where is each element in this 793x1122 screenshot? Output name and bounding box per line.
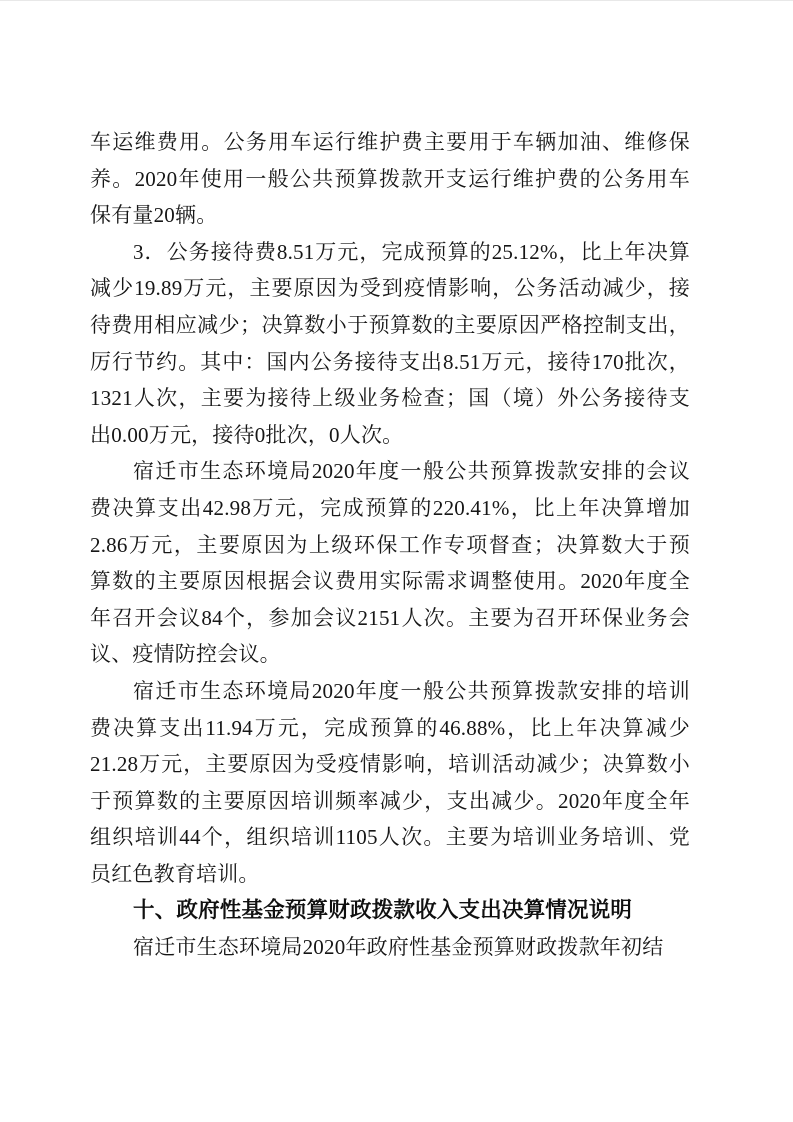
document-line: 2.86万元，主要原因为上级环保工作专项督查；决算数大于预 <box>90 532 690 557</box>
document-line: 于预算数的主要原因培训频率减少，支出减少。2020年度全年 <box>90 788 690 813</box>
document-line: 出0.00万元，接待0批次，0人次。 <box>90 422 404 447</box>
document-line: 宿迁市生态环境局2020年度一般公共预算拨款安排的会议 <box>133 459 690 484</box>
document-line: 养。2020年使用一般公共预算拨款开支运行维护费的公务用车 <box>90 166 690 191</box>
document-line: 保有量20辆。 <box>90 203 218 228</box>
document-line: 3．公务接待费8.51万元，完成预算的25.12%，比上年决算 <box>133 239 690 264</box>
document-text-block <box>90 124 690 966</box>
document-line: 宿迁市生态环境局2020年政府性基金预算财政拨款年初结 <box>133 935 664 960</box>
document-line: 1321人次，主要为接待上级业务检查；国（境）外公务接待支 <box>90 386 690 411</box>
document-line: 费决算支出11.94万元，完成预算的46.88%，比上年决算减少 <box>90 715 690 740</box>
document-line: 厉行节约。其中：国内公务接待支出8.51万元，接待170批次， <box>90 349 690 374</box>
document-line: 员红色教育培训。 <box>90 861 260 886</box>
document-line: 待费用相应减少；决算数小于预算数的主要原因严格控制支出， <box>90 312 690 337</box>
document-line: 宿迁市生态环境局2020年度一般公共预算拨款安排的培训 <box>133 678 690 703</box>
section-heading: 十、政府性基金预算财政拨款收入支出决算情况说明 <box>133 898 633 923</box>
document-line: 组织培训44个，组织培训1105人次。主要为培训业务培训、党 <box>90 825 690 850</box>
document-line: 算数的主要原因根据会议费用实际需求调整使用。2020年度全 <box>90 569 690 594</box>
document-line: 车运维费用。公务用车运行维护费主要用于车辆加油、维修保 <box>90 130 690 154</box>
document-line: 21.28万元，主要原因为受疫情影响，培训活动减少；决算数小 <box>90 752 690 777</box>
document-line: 年召开会议84个，参加会议2151人次。主要为召开环保业务会 <box>90 605 690 630</box>
document-line: 费决算支出42.98万元，完成预算的220.41%，比上年决算增加 <box>90 495 690 520</box>
document-line: 议、疫情防控会议。 <box>90 642 281 667</box>
document-line: 减少19.89万元，主要原因为受到疫情影响，公务活动减少，接 <box>90 276 690 301</box>
